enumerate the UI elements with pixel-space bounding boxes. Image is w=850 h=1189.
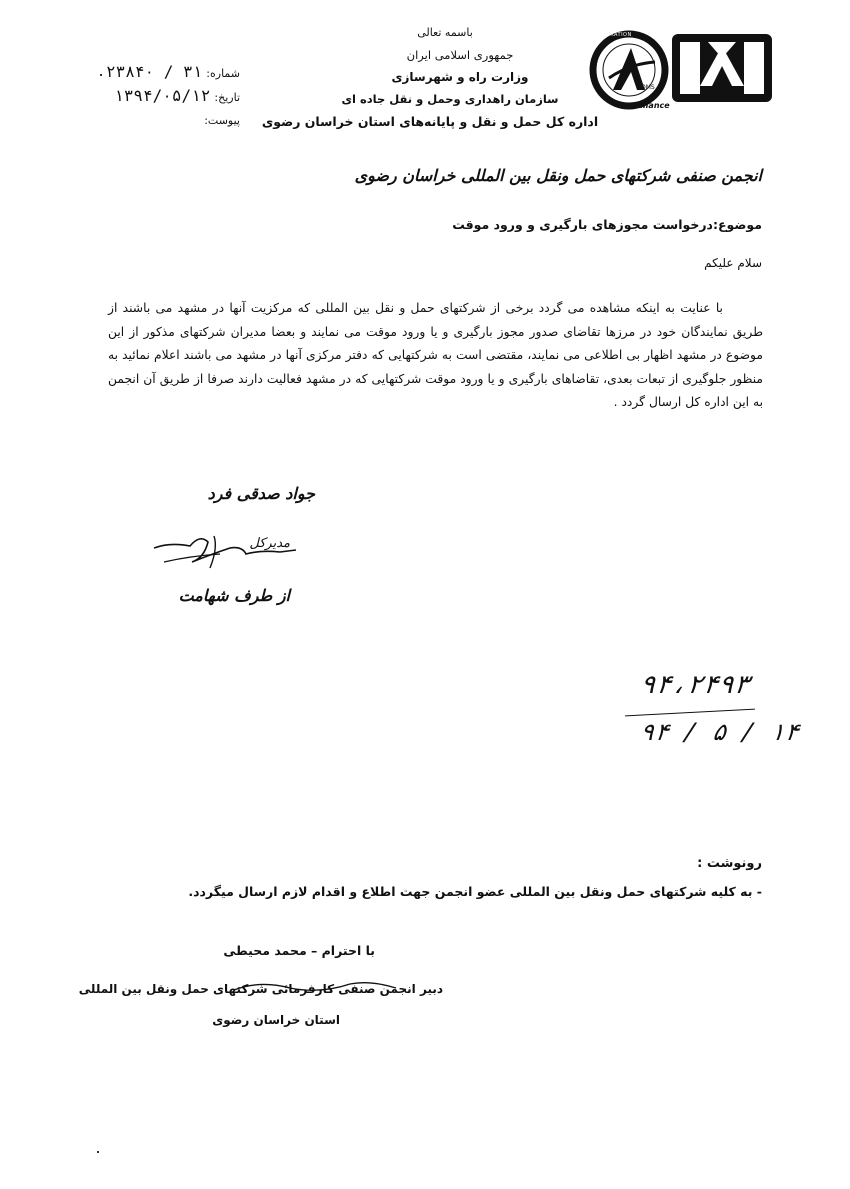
basmala: باسمه تعالی xyxy=(417,26,473,39)
registration-divider xyxy=(625,709,755,717)
closing-signature-scribble xyxy=(230,976,400,998)
letter-body: با عنایت به اینکه مشاهده می گردد برخی از شرکتهای حمل و نقل بین المللی که مرکزیت آنها در مشهد می باشند از طریق نمایندگان خود در مرزها تقاضای صدور مجوز بارگیری و یا ورود موقت می نمایند و بعضا مدیران شرکتهای مذکور از این موضوع در مشهد اظهار بی اطلاعی می نمایند، مقتضی است به شرکتهایی که دفتر مرکزی آنها در مشهد می باشند اعلام نمائید به منظور جلوگیری از تبعات بعدی، تقاضاهای بارگیری و یا ورود موقت شرکتهایی که در مشهد فعالیت دارند صرفا از طریق آن انجمن به این اداره کل ارسال گردد . xyxy=(108,301,763,409)
letter-date-value: ۱۳۹۴/۰۵/۱۲ xyxy=(114,86,211,105)
cc-item: - به کلیه شرکتهای حمل ونقل بین المللی عضو انجمن جهت اطلاع و اقدام لازم ارسال میگردد. xyxy=(188,884,762,899)
letterhead-organization: سازمان راهداری وحمل و نقل جاده ای xyxy=(341,92,559,106)
signatory-name: جواد صدقی فرد xyxy=(207,484,315,503)
signatory-title: مدیرکل xyxy=(249,536,290,551)
letterhead-department: اداره کل حمل و نقل و پایانه‌های استان خراسان رضوی xyxy=(261,114,599,129)
iso-ring-text: COMMUNICATION / REGISTRATION xyxy=(589,26,644,38)
handwritten-registration-date: ۹۴ / ۵ / ۱۴ xyxy=(638,718,801,746)
letter-number-label: شماره: xyxy=(206,67,240,80)
recipient: انجمن صنفی شرکتهای حمل ونقل بین المللی خراسان رضوی xyxy=(354,166,762,185)
qms-label: QMS xyxy=(641,84,655,91)
letter-number-value: ۳۱ / ۲۳۸۴۰ xyxy=(105,62,203,81)
closing-role: دبیر انجمن صنفی کارفرمائی شرکتهای حمل ونقل بین المللی xyxy=(78,982,443,996)
letter-meta xyxy=(90,60,240,132)
letter-date-row xyxy=(90,84,240,108)
handwritten-registration-number: ۹۴،۲۴۹۳ xyxy=(637,670,752,700)
letterhead-ministry: وزارت راه و شهرسازی xyxy=(391,70,529,84)
subject: موضوع:درخواست مجوزهای بارگیری و ورود موقت xyxy=(452,217,762,232)
letter-attachment-row xyxy=(90,108,240,132)
scan-speck xyxy=(97,1151,99,1153)
transport-logo xyxy=(668,28,778,106)
scan-speck xyxy=(100,74,102,76)
letter-number-row xyxy=(90,60,240,84)
signatory-behalf: از طرف شهامت xyxy=(178,586,290,605)
letter-attachment-label: پیوست: xyxy=(204,114,240,127)
closing-region: استان خراسان رضوی xyxy=(212,1013,340,1027)
letterhead-country: جمهوری اسلامی ایران xyxy=(406,48,514,62)
cc-heading: رونوشت : xyxy=(697,856,762,871)
greeting: سلام علیکم xyxy=(704,256,762,270)
letter-date-label: تاریخ: xyxy=(214,91,240,104)
letterhead xyxy=(260,22,600,134)
alliance-caption: Alliance xyxy=(634,101,670,110)
closing-regards: با احترام – محمد محیطی xyxy=(223,943,375,958)
